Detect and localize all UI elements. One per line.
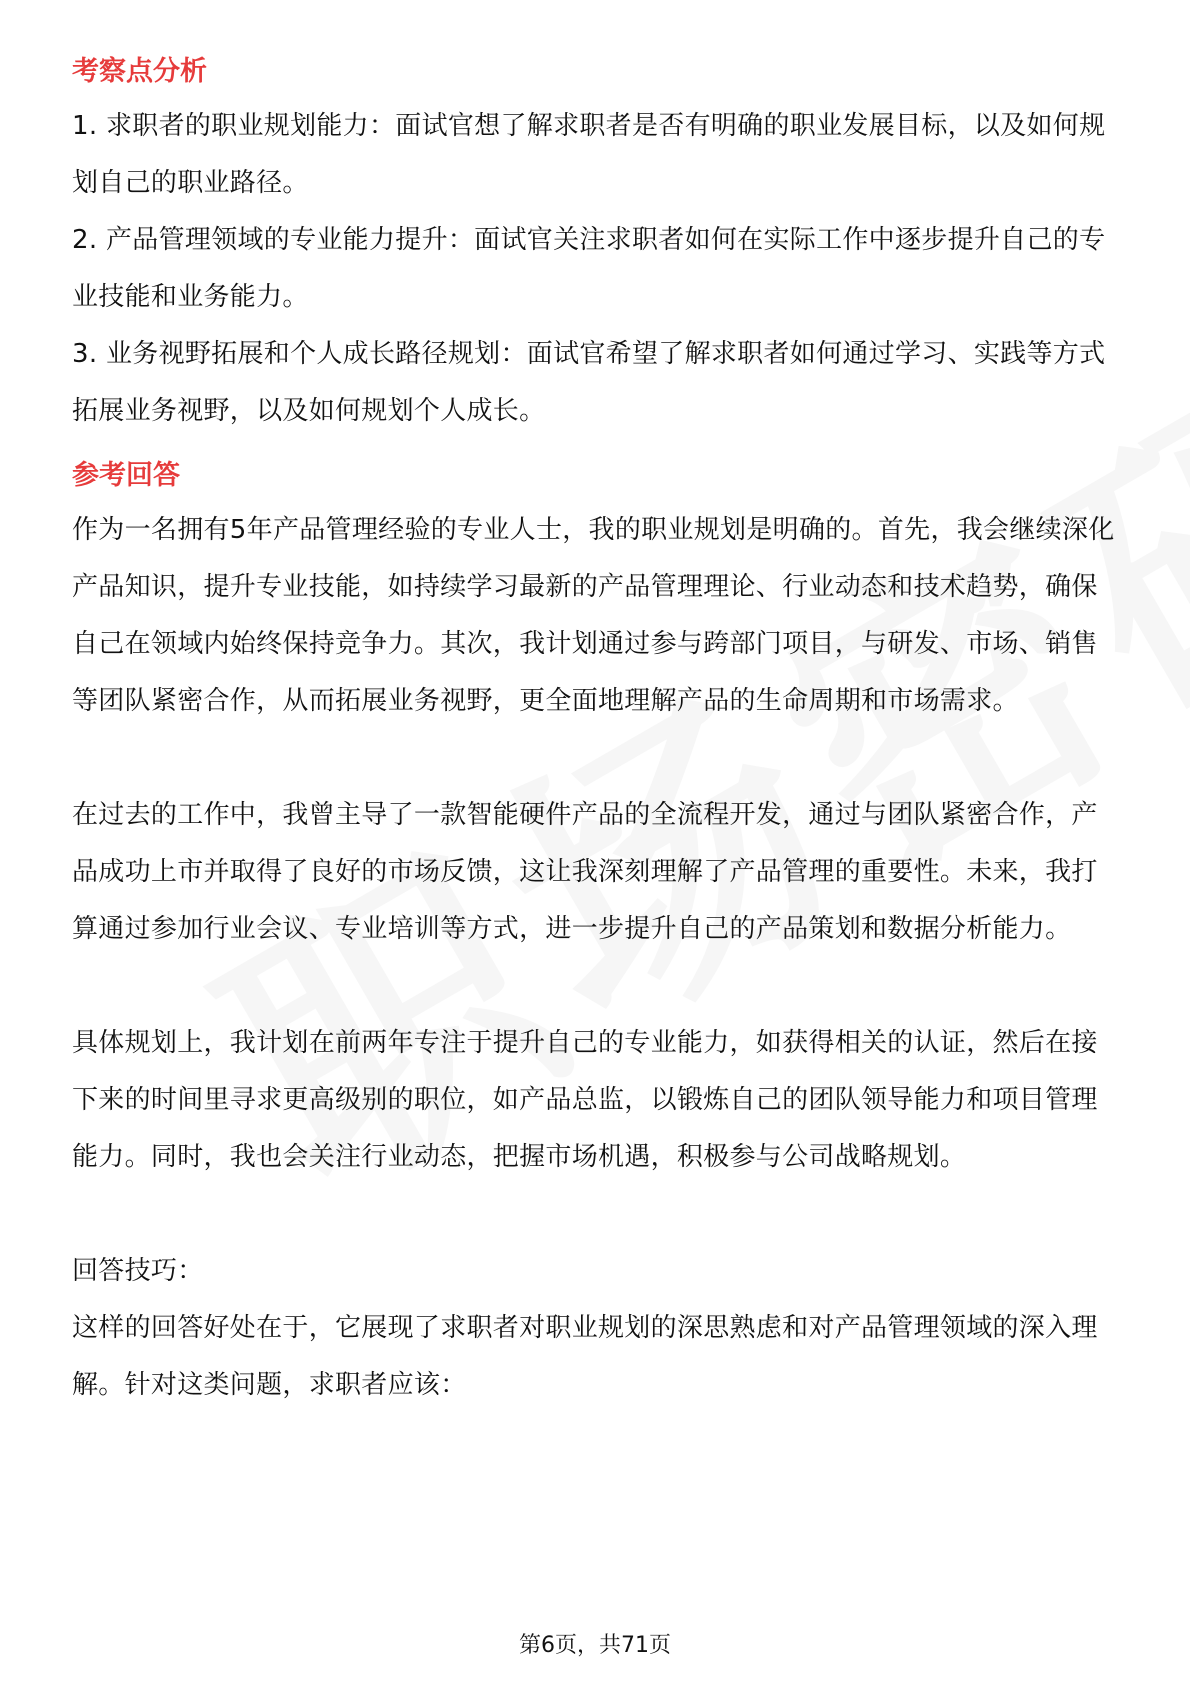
answer-paragraph-3: 具体规划上，我计划在前两年专注于提升自己的专业能力，如获得相关的认证，然后在接下来的时间里寻求更高级别的职位，如产品总监，以锻炼自己的团队领导能力和项目管理能力。同时，我也会关注行业动态，把握市场机遇，积极参与公司战略规划。	[72, 1028, 1098, 1172]
analysis-item-3: 3. 业务视野拓展和个人成长路径规划：面试官希望了解求职者如何通过学习、实践等方式拓展业务视野，以及如何规划个人成长。	[72, 339, 1106, 426]
page-number: 第6页，共71页	[519, 1633, 671, 1658]
answer-paragraph-1: 作为一名拥有5年产品管理经验的专业人士，我的职业规划是明确的。首先，我会继续深化产品知识，提升专业技能，如持续学习最新的产品管理理论、行业动态和技术趋势，确保自己在领域内始终保持竞争力。其次，我计划通过参与跨部门项目，与研发、市场、销售等团队紧密合作，从而拓展业务视野，更全面地理解产品的生命周期和市场需求。	[72, 515, 1115, 716]
section-heading-answer: 参考回答	[72, 460, 180, 491]
document-body	[72, 50, 1122, 1414]
section-heading-analysis: 考察点分析	[72, 56, 207, 87]
tips-title: 回答技巧：	[72, 1256, 204, 1286]
tips-paragraph: 这样的回答好处在于，它展现了求职者对职业规划的深思熟虑和对产品管理领域的深入理解。针对这类问题，求职者应该：	[72, 1313, 1098, 1400]
analysis-item-1: 1. 求职者的职业规划能力：面试官想了解求职者是否有明确的职业发展目标，以及如何规划自己的职业路径。	[72, 111, 1106, 198]
analysis-item-2: 2. 产品管理领域的专业能力提升：面试官关注求职者如何在实际工作中逐步提升自己的专业技能和业务能力。	[72, 225, 1106, 312]
answer-paragraph-2: 在过去的工作中，我曾主导了一款智能硬件产品的全流程开发，通过与团队紧密合作，产品成功上市并取得了良好的市场反馈，这让我深刻理解了产品管理的重要性。未来，我打算通过参加行业会议、专业培训等方式，进一步提升自己的产品策划和数据分析能力。	[72, 800, 1098, 944]
